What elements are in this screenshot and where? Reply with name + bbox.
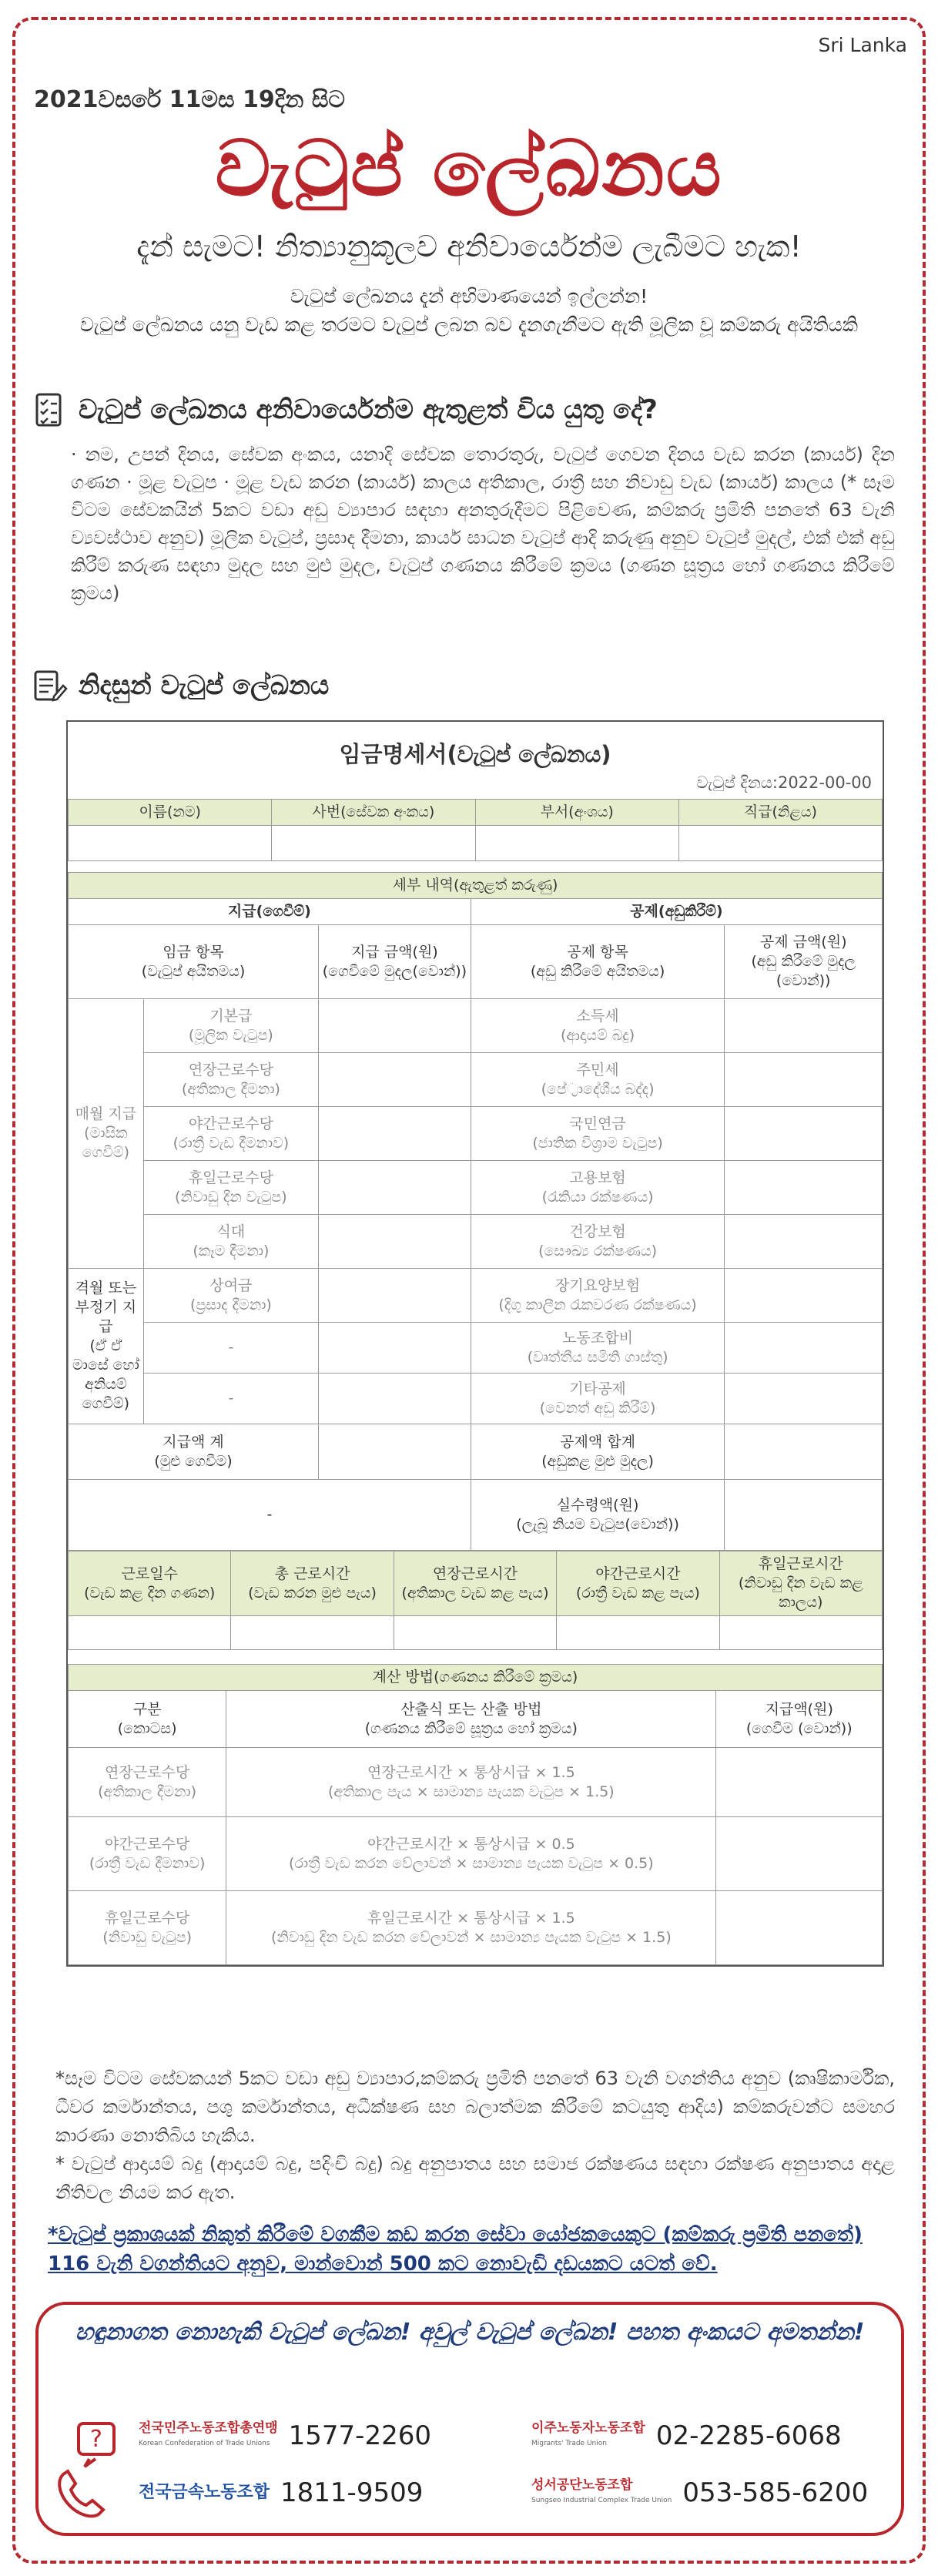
calc-amount <box>716 1748 883 1817</box>
pay-item: 식대 (කෑම දීමනා) <box>143 1215 318 1269</box>
deduct-header: 공제(අඩුකිරීම්) <box>471 899 882 925</box>
pay-amount <box>319 1269 471 1323</box>
deduct-amount <box>725 1161 883 1215</box>
calc-header: 계산 방법(ගණනය කිරීමේ ක්‍රමය) <box>69 1665 883 1691</box>
calc-amount <box>716 1891 883 1965</box>
deduct-total-label: 공제액 합계 (අඩුකළ මුළු මුදල) <box>471 1424 725 1480</box>
phone-question-icon <box>52 2420 122 2521</box>
section-sample-title: නිදසුන් වැටුප් ලේඛනය <box>79 670 330 701</box>
pay-amount <box>319 1107 471 1161</box>
pay-item: - <box>143 1323 318 1374</box>
pay-item-header: 임금 항목 (වැටුප් අයිතමය) <box>69 925 319 999</box>
kmwu-phone[interactable]: 1811-9509 <box>280 2477 424 2508</box>
pay-header: 지급(ගෙවීම්) <box>69 899 471 925</box>
deduct-amount <box>725 1323 883 1374</box>
deduct-item: 노동조합비 (වෘත්තීය සමිති ගාස්තු) <box>471 1323 725 1374</box>
info-header: 이름(නම) <box>69 800 272 826</box>
pay-amount <box>319 1323 471 1374</box>
org-sungseo <box>531 2477 868 2508</box>
pay-item: 연장근로수당 (අතිකාල දීමනා) <box>143 1053 318 1107</box>
employee-info-table <box>68 799 883 861</box>
section-sample-heading <box>31 667 329 704</box>
pay-amount <box>319 1053 471 1107</box>
calc-formula: 야간근로시간 × 통상시급 × 0.5 (රාත්‍රී වැඩ කරන වේලාවන් × සාමාන්‍ය පැයක වැටුප × 0.5) <box>226 1817 716 1891</box>
pay-item: 상여금 (ප්‍රසාද දීමනා) <box>143 1269 318 1323</box>
pay-total-label: 지급액 계 (මුළු ගෙවීම) <box>69 1424 319 1480</box>
hours-cell <box>394 1616 556 1650</box>
pay-item: 야간근로수당 (රාත්‍රී වැඩ දීමනාව) <box>143 1107 318 1161</box>
svg-text:?: ? <box>90 2426 102 2453</box>
deduct-item: 소득세 (ආදායම් බදු) <box>471 999 725 1053</box>
calc-item: 야간근로수당 (රාත්‍රී වැඩ දීමනාව) <box>69 1817 226 1891</box>
section-mandatory-heading <box>31 391 658 428</box>
hours-header: 휴일근로시간 (නිවාඩු දින වැඩ කළ කාලය) <box>719 1551 882 1616</box>
contact-heading: හඳුනාගත නොහැකි වැටුප් ලේඛන! අවුල් වැටුප් ලේඛන! පහත අංකයට අමතන්න! <box>75 2319 865 2346</box>
info-cell <box>475 826 678 861</box>
monthly-label: 매월 지급 (මාසික ගෙවීම්) <box>69 999 144 1269</box>
org-kmwu <box>139 2477 423 2508</box>
intro-line: වැටුප් ලේඛනය යනු වැඩ කළ තරමට වැටුප් ලබන බව දැනගැනීමට ඇති මූලික වූ කම්කරු අයිතියකි <box>79 314 859 336</box>
deduct-total-amount <box>725 1424 883 1480</box>
kctu-logo: 전국민주노동조합총연맹 Korean Confederation of Trade Unions <box>139 2420 278 2447</box>
pay-item: - <box>143 1374 318 1424</box>
hours-table <box>68 1551 883 1650</box>
detail-table <box>68 872 883 1551</box>
deduct-item-header: 공제 항목 (අඩු කිරීමේ අයිතමය) <box>471 925 725 999</box>
page-title: වැටුප් ලේඛනය <box>215 122 723 213</box>
sungseo-logo: 성서공단노동조합 Sungseo Industrial Complex Trade Union <box>531 2477 672 2504</box>
deduct-item: 주민세 (පේ්‍රාදේශීය බද්ද) <box>471 1053 725 1107</box>
deduct-amount <box>725 1269 883 1323</box>
country-label: Sri Lanka <box>818 34 907 56</box>
irregular-label: 격월 또는 부정기 지급 (ඒ ඒ මාසේ හෝ අනියම් ගෙවීම්) <box>69 1269 144 1424</box>
kmwu-logo: 전국금속노동조합 <box>139 2483 270 2502</box>
pay-amount-header: 지급 금액(원) (ගෙවීමේ මුදල(වොන්)) <box>319 925 471 999</box>
hours-header: 근로일수 (වැඩ කළ දින ගණන) <box>69 1551 231 1616</box>
pay-total-amount <box>319 1424 471 1480</box>
net-pay-label: 실수령액(원) (ලැබූ නියම වැටුප(වොන්)) <box>471 1480 725 1551</box>
calc-col-header: 구분 (කොටස) <box>69 1691 226 1748</box>
hours-cell <box>719 1616 882 1650</box>
intro-text <box>23 282 915 339</box>
paystub-title: 임금명세서(වැටුප් ලේඛනය) <box>339 741 611 767</box>
detail-header: 세부 내역(ඇතුළත් කරුණු) <box>69 873 883 899</box>
sungseo-phone[interactable]: 053-585-6200 <box>682 2477 869 2508</box>
info-header: 사번(සේවක අංකය) <box>272 800 475 826</box>
org-kctu <box>139 2420 431 2451</box>
deduct-amount <box>725 1374 883 1424</box>
info-cell <box>678 826 882 861</box>
info-header: 직급(නිළය) <box>678 800 882 826</box>
calc-item: 연장근로수당 (අතිකාල දීමනා) <box>69 1748 226 1817</box>
pay-amount <box>319 1374 471 1424</box>
penalty-notice: *වැටුප් ප්‍රකාශයක් නිකුත් කිරීමේ වගකීම කඩ කරන සේවා යෝජකයෙකුට (කම්කරු ප්‍රමිති පනතේ) 116 වැනි වගන්තියට අනුව, මාන්වොන් 500 කට නොවැඩි දඩයකට යටත් වේ. <box>48 2223 863 2276</box>
deduct-item: 건강보험 (සෞඛ්‍ය රක්ෂණය) <box>471 1215 725 1269</box>
org-mtu <box>531 2420 842 2451</box>
mtu-phone[interactable]: 02-2285-6068 <box>655 2420 842 2451</box>
net-pay-dash: - <box>69 1480 471 1551</box>
checklist-icon <box>31 391 68 428</box>
deduct-amount <box>725 1053 883 1107</box>
kctu-phone[interactable]: 1577-2260 <box>288 2420 431 2451</box>
deduct-item: 국민연금 (ජාතික විශ්‍රාම වැටුප) <box>471 1107 725 1161</box>
deduct-amount <box>725 999 883 1053</box>
deduct-amount <box>725 1215 883 1269</box>
intro-line: වැටුප් ලේඛනය දැන් අභිමාණයෙන් ඉල්ලන්න! <box>290 285 648 307</box>
contact-box <box>35 2302 904 2536</box>
calc-formula: 연장근로시간 × 통상시급 × 1.5 (අතිකාල පැය × සාමාන්‍ය පැයක වැටුප × 1.5) <box>226 1748 716 1817</box>
effective-date: 2021වසරේ 11මස 19දින සිට <box>34 86 345 113</box>
footnote: * වැටුප් ආදායම් බදු (ආදායම් බදු, පදිංචි බදු) බදු අනුපාතය සහ සමාජ රක්ෂණය සඳහා රක්ෂණ අනුපාතය අදාළ නීතිවල නියම කර ඇත. <box>55 2153 895 2203</box>
footnotes <box>55 2064 895 2207</box>
calc-item: 휴일근로수당 (නිවාඩු වැටුප) <box>69 1891 226 1965</box>
footnote: *සෑම විටම සේවකයන් 5කට වඩා අඩු ව්‍යාපාර,කම්කරු ප්‍රමිති පනතේ 63 වැනි වගන්තිය අනුව (කෘෂිකාර්මික, ධීවර කර්මාන්තය, පශු කර්මාන්තය, අධීක්ෂණ සහ බලාත්මක කිරීමේ කටයුතු ආදිය) කම්කරුවන්ට සමහර කාරණා නොතිබිය හැකිය. <box>55 2068 895 2146</box>
calc-amount <box>716 1817 883 1891</box>
calculation-table <box>68 1664 883 1965</box>
pay-item: 휴일근로수당 (නිවාඩු දින වැටුප) <box>143 1161 318 1215</box>
calc-col-header: 산출식 또는 산출 방법 (ගණනය කිරීමේ සූත්‍රය හෝ ක්‍රමය) <box>226 1691 716 1748</box>
hours-header: 총 근로시간 (වැඩ කරන මුළු පැය) <box>231 1551 394 1616</box>
calc-formula: 휴일근로시간 × 통상시급 × 1.5 (නිවාඩු දින වැඩ කරන වේලාවන් × සාමාන්‍ය පැයක වැටුප × 1.5) <box>226 1891 716 1965</box>
deduct-item: 기타공제 (වෙනත් අඩු කිරීම්) <box>471 1374 725 1424</box>
hours-header: 야간근로시간 (රාත්‍රී වැඩ කළ පැය) <box>557 1551 719 1616</box>
mtu-logo: 이주노동자노동조합 Migrants' Trade Union <box>531 2420 645 2447</box>
subtitle: දැන් සැමට! නිත්‍යානුකූලව අනිවාර්යෙන්ම ලැබීමට හැක! <box>136 230 802 263</box>
section-mandatory-title: වැටුප් ලේඛනය අනිවාර්යෙන්ම ඇතුළත් විය යුතු දේ? <box>79 394 658 425</box>
calc-col-header: 지급액(원) (ගෙවීම (වොන්)) <box>716 1691 883 1748</box>
hours-cell <box>557 1616 719 1650</box>
pay-amount <box>319 1215 471 1269</box>
deduct-item: 장기요양보험 (දිගු කාලීන රැකවරණ රක්ෂණය) <box>471 1269 725 1323</box>
deduct-item: 고용보험 (රැකියා රක්ෂණය) <box>471 1161 725 1215</box>
mandatory-items: · නම, උපන් දිනය, සේවක අංකය, යනාදි සේවක තොරතුරු, වැටුප් ගෙවන දිනය වැඩ කරන (කාර්ය) දින ගණන · මූළ වැටුප · මූළ වැඩ කරන (කාර්ය) කාලය අතිකාල, රාත්‍රී සහ නිවාඩු වැඩ (කාර්ය) කාලය (* සෑම විටම සේවකයින් 5කට වඩා අඩු ව්‍යාපාර සඳහා අනතුරුදීමට පිළිවෙණ, කම්කරු ප්‍රමිති පනතේ 63 වැනි ව්‍යවස්ථාව අනුව) මූලික වැටුප්, ප්‍රසාද දීමනා, කාර්ය සාධන වැටුප් ආදි කරුණු අනුව වැටුප් මුදල්, එක් එක් අඩු කිරීම් කරුණ සඳහා මුදල සහ මුළු මුදල, වැටුප් ගණනය කිරීමේ ක්‍රමය (ගණන සූත්‍රය හෝ ගණනය කිරීමේ ක්‍රමය) <box>71 444 895 604</box>
hours-cell <box>69 1616 231 1650</box>
deduct-amount <box>725 1107 883 1161</box>
document-pencil-icon <box>31 667 68 704</box>
sample-paystub <box>66 720 884 1967</box>
hours-cell <box>231 1616 394 1650</box>
info-cell <box>272 826 475 861</box>
info-cell <box>69 826 272 861</box>
paystub-date: වැටුප් දිනය:2022-00-00 <box>696 773 872 792</box>
pay-amount <box>319 999 471 1053</box>
net-pay-amount <box>725 1480 883 1551</box>
deduct-amount-header: 공제 금액(원) (අඩු කිරීමේ මුදල (වොන්)) <box>725 925 883 999</box>
pay-amount <box>319 1161 471 1215</box>
hours-header: 연장근로시간 (අතිකාල වැඩ කළ පැය) <box>394 1551 556 1616</box>
pay-item: 기본급 (මූලික වැටුප) <box>143 999 318 1053</box>
info-header: 부서(අංශය) <box>475 800 678 826</box>
